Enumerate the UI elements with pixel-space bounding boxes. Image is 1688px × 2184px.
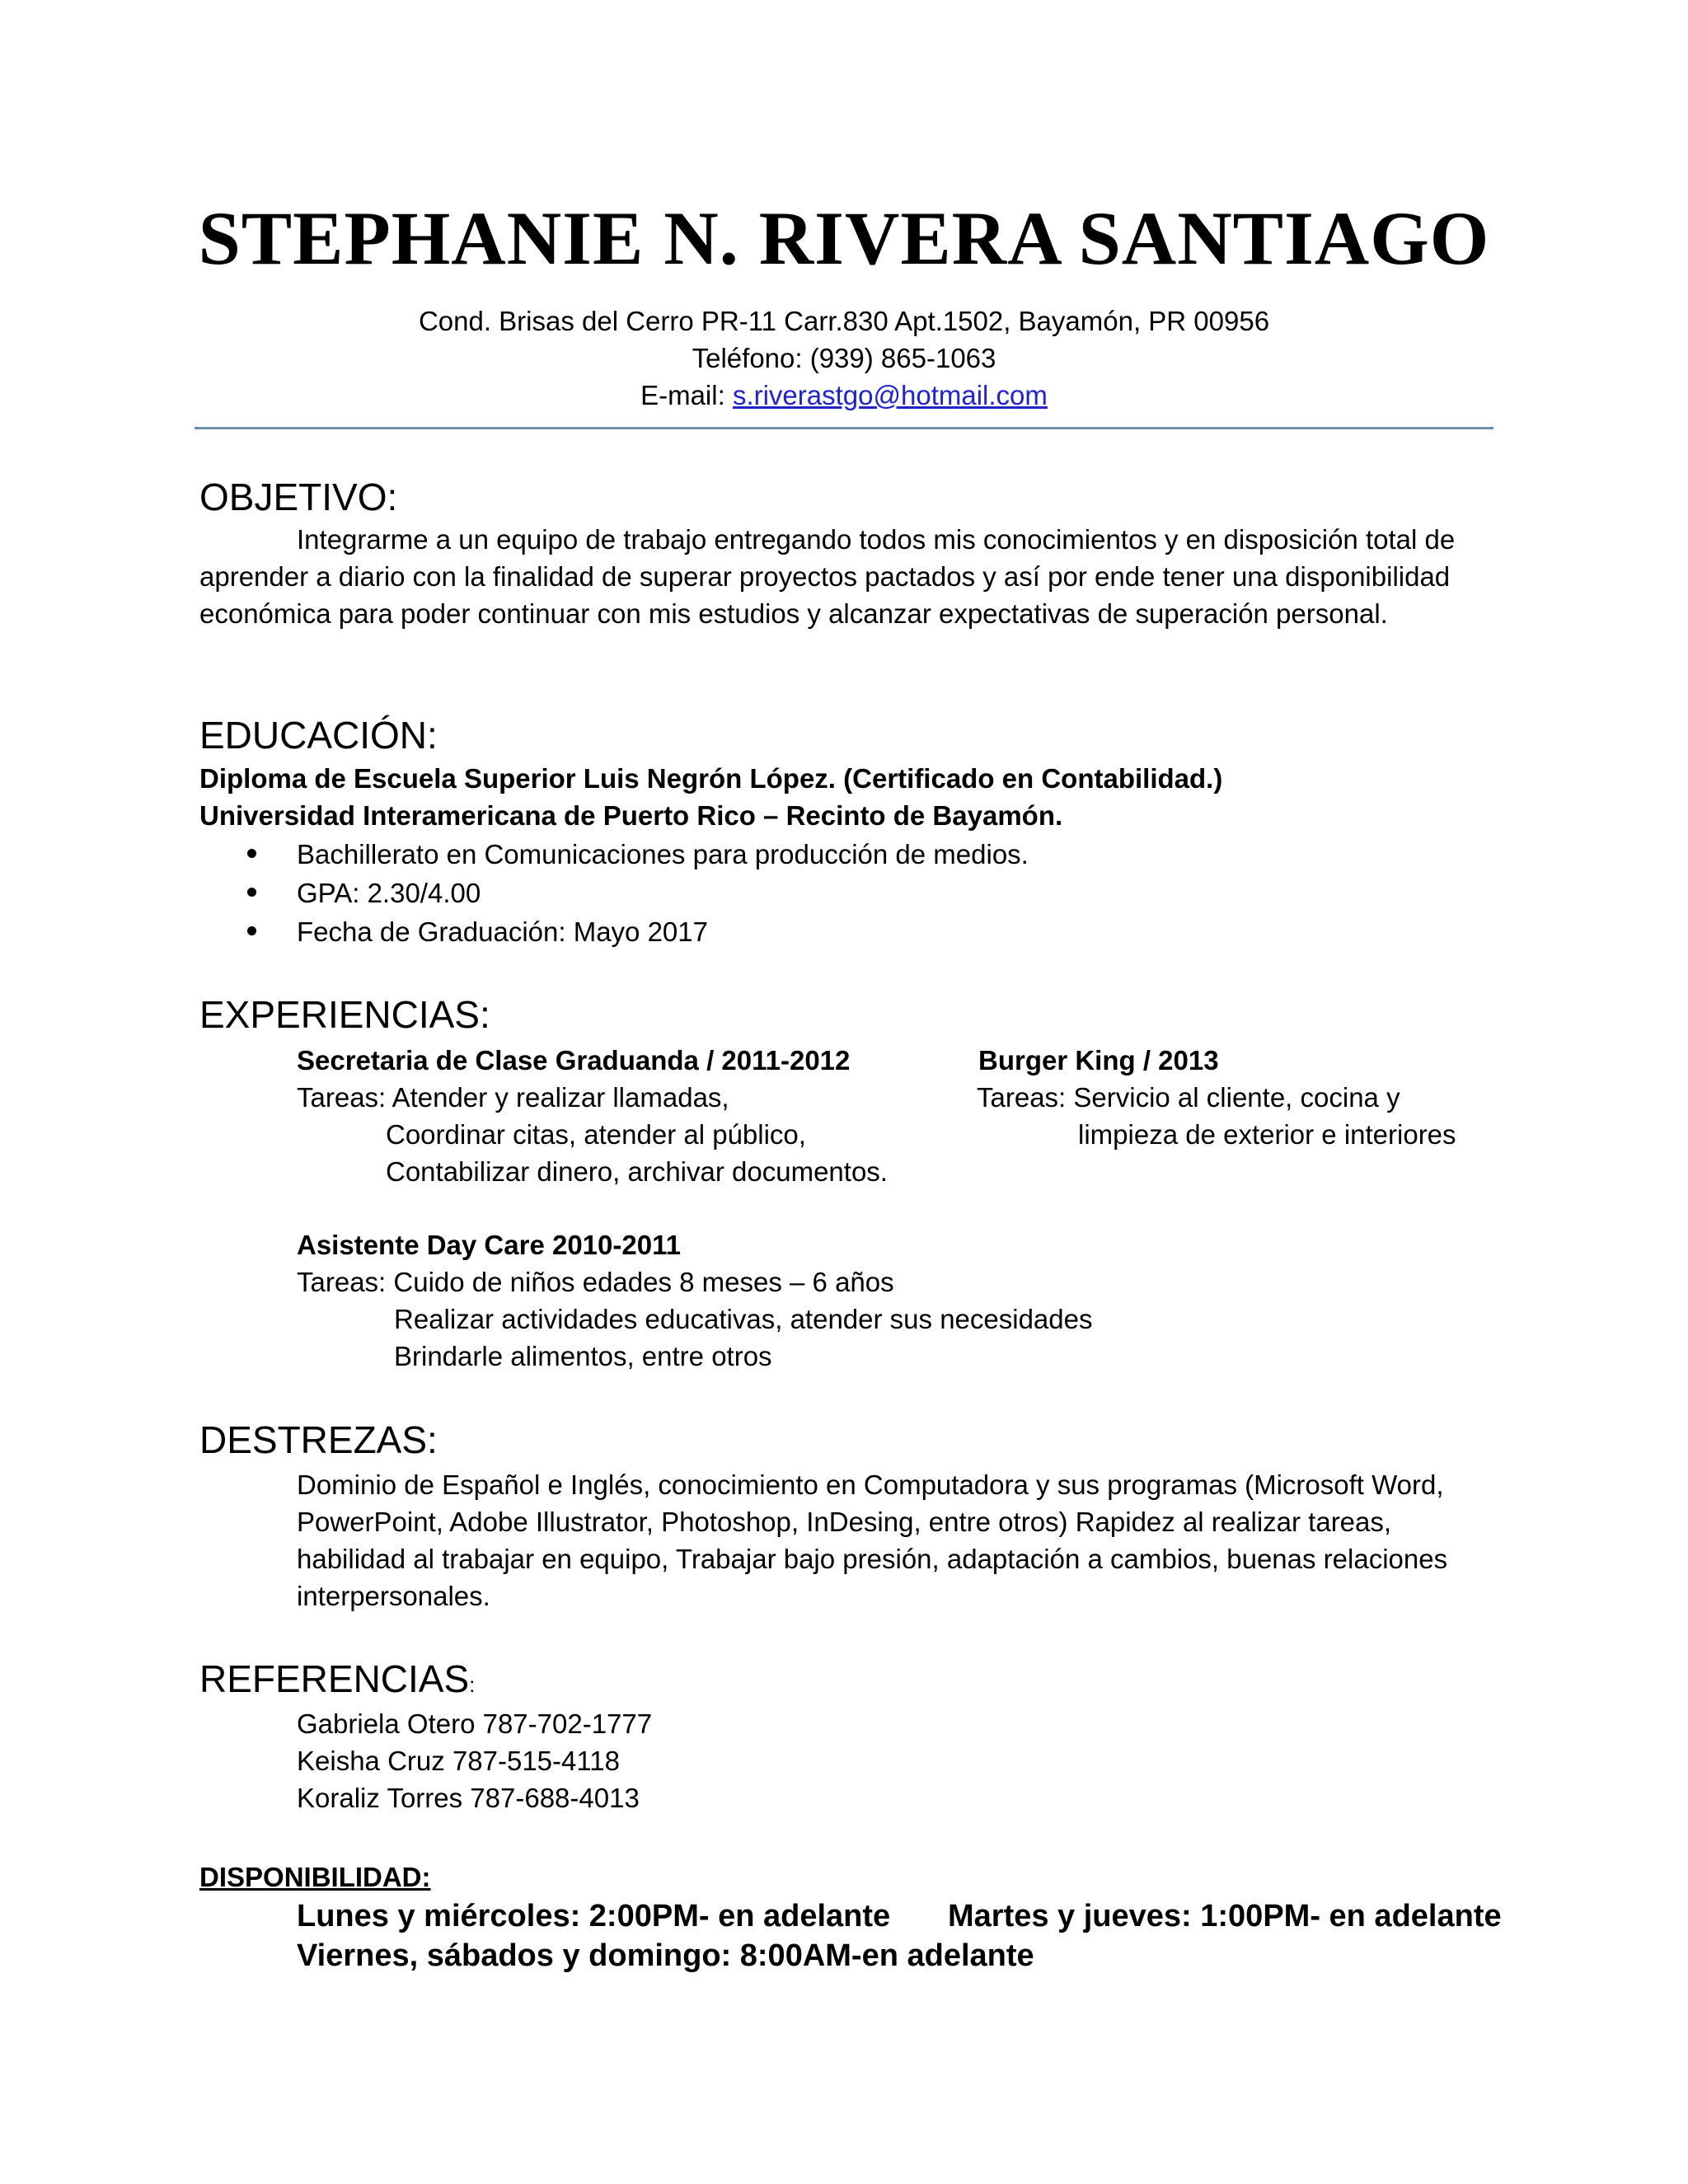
availability-fri-sun: Viernes, sábados y domingo: 8:00AM-en adelante bbox=[297, 1938, 1034, 1973]
objetivo-heading: OBJETIVO: bbox=[199, 476, 398, 518]
job3-title: Asistente Day Care 2010-2011 bbox=[297, 1230, 681, 1260]
job1-title: Secretaria de Clase Graduanda / 2011-2012 bbox=[297, 1045, 851, 1076]
job3-task-1: Tareas: Cuido de niños edades 8 meses – 6 años bbox=[297, 1267, 894, 1297]
job2-task-1: Tareas: Servicio al cliente, cocina y bbox=[977, 1082, 1400, 1113]
reference-item: Keisha Cruz 787-515-4118 bbox=[297, 1746, 620, 1776]
resume-name: STEPHANIE N. RIVERA SANTIAGO bbox=[198, 196, 1490, 280]
bullet-icon bbox=[247, 888, 256, 897]
bullet-text: Bachillerato en Comunicaciones para producción de medios. bbox=[297, 839, 1029, 869]
email-link[interactable]: s.riverastgo@hotmail.com bbox=[732, 380, 1048, 410]
availability-tue-thu: Martes y jueves: 1:00PM- en adelante bbox=[948, 1899, 1502, 1933]
referencias-colon: : bbox=[469, 1672, 476, 1697]
bullet-text: Fecha de Graduación: Mayo 2017 bbox=[297, 916, 708, 947]
educacion-heading: EDUCACIÓN: bbox=[199, 714, 438, 757]
education-university: Universidad Interamericana de Puerto Rico – Recinto de Bayamón. bbox=[199, 800, 1063, 831]
job2-task-2: limpieza de exterior e interiores bbox=[1078, 1119, 1456, 1150]
experiencias-heading: EXPERIENCIAS: bbox=[199, 993, 490, 1036]
objetivo-section bbox=[199, 521, 1485, 632]
email-label: E-mail: bbox=[640, 380, 733, 410]
disponibilidad-heading: DISPONIBILIDAD: bbox=[199, 1862, 431, 1892]
list-item bbox=[199, 913, 1029, 952]
reference-item: Koraliz Torres 787-688-4013 bbox=[297, 1783, 640, 1813]
phone-line: Teléfono: (939) 865-1063 bbox=[692, 343, 996, 373]
list-item bbox=[199, 874, 1029, 913]
referencias-heading bbox=[199, 1657, 476, 1700]
availability-mon-wed: Lunes y miércoles: 2:00PM- en adelante bbox=[297, 1899, 891, 1933]
destrezas-line: habilidad al trabajar en equipo, Trabajar bajo presión, adaptación a cambios, buenas relaciones bbox=[297, 1544, 1448, 1574]
job3-task-2: Realizar actividades educativas, atender sus necesidades bbox=[394, 1304, 1093, 1334]
address-line: Cond. Brisas del Cerro PR-11 Carr.830 Apt.1502, Bayamón, PR 00956 bbox=[418, 306, 1270, 336]
destrezas-line: PowerPoint, Adobe Illustrator, Photoshop, InDesing, entre otros) Rapidez al realizar tareas, bbox=[297, 1507, 1392, 1537]
destrezas-line: Dominio de Español e Inglés, conocimiento en Computadora y sus programas (Microsoft Word, bbox=[297, 1469, 1444, 1500]
destrezas-heading: DESTREZAS: bbox=[199, 1418, 438, 1461]
job2-title: Burger King / 2013 bbox=[978, 1045, 1219, 1076]
job1-task-1: Tareas: Atender y realizar llamadas, bbox=[297, 1082, 729, 1113]
destrezas-line: interpersonales. bbox=[297, 1581, 490, 1611]
objetivo-text: Integrarme a un equipo de trabajo entregando todos mis conocimientos y en disposición total de aprender a diario con la finalidad de superar proyectos pactados y así por ende tener una disponibilidad económica para poder continuar con mis estudios y alcanzar expectativas de superación personal. bbox=[199, 524, 1456, 629]
job3-task-3: Brindarle alimentos, entre otros bbox=[394, 1341, 772, 1371]
bullet-icon bbox=[247, 849, 256, 858]
bullet-icon bbox=[247, 926, 256, 935]
email-line bbox=[0, 382, 1688, 409]
education-diploma: Diploma de Escuela Superior Luis Negrón López. (Certificado en Contabilidad.) bbox=[199, 763, 1223, 794]
referencias-title: REFERENCIAS bbox=[199, 1657, 470, 1700]
bullet-text: GPA: 2.30/4.00 bbox=[297, 878, 481, 908]
reference-item: Gabriela Otero 787-702-1777 bbox=[297, 1708, 653, 1739]
list-item bbox=[199, 836, 1029, 874]
job1-task-2: Coordinar citas, atender al público, bbox=[386, 1119, 806, 1150]
job1-task-3: Contabilizar dinero, archivar documentos. bbox=[386, 1156, 888, 1187]
header-divider bbox=[195, 427, 1493, 429]
education-bullets bbox=[199, 836, 1029, 952]
